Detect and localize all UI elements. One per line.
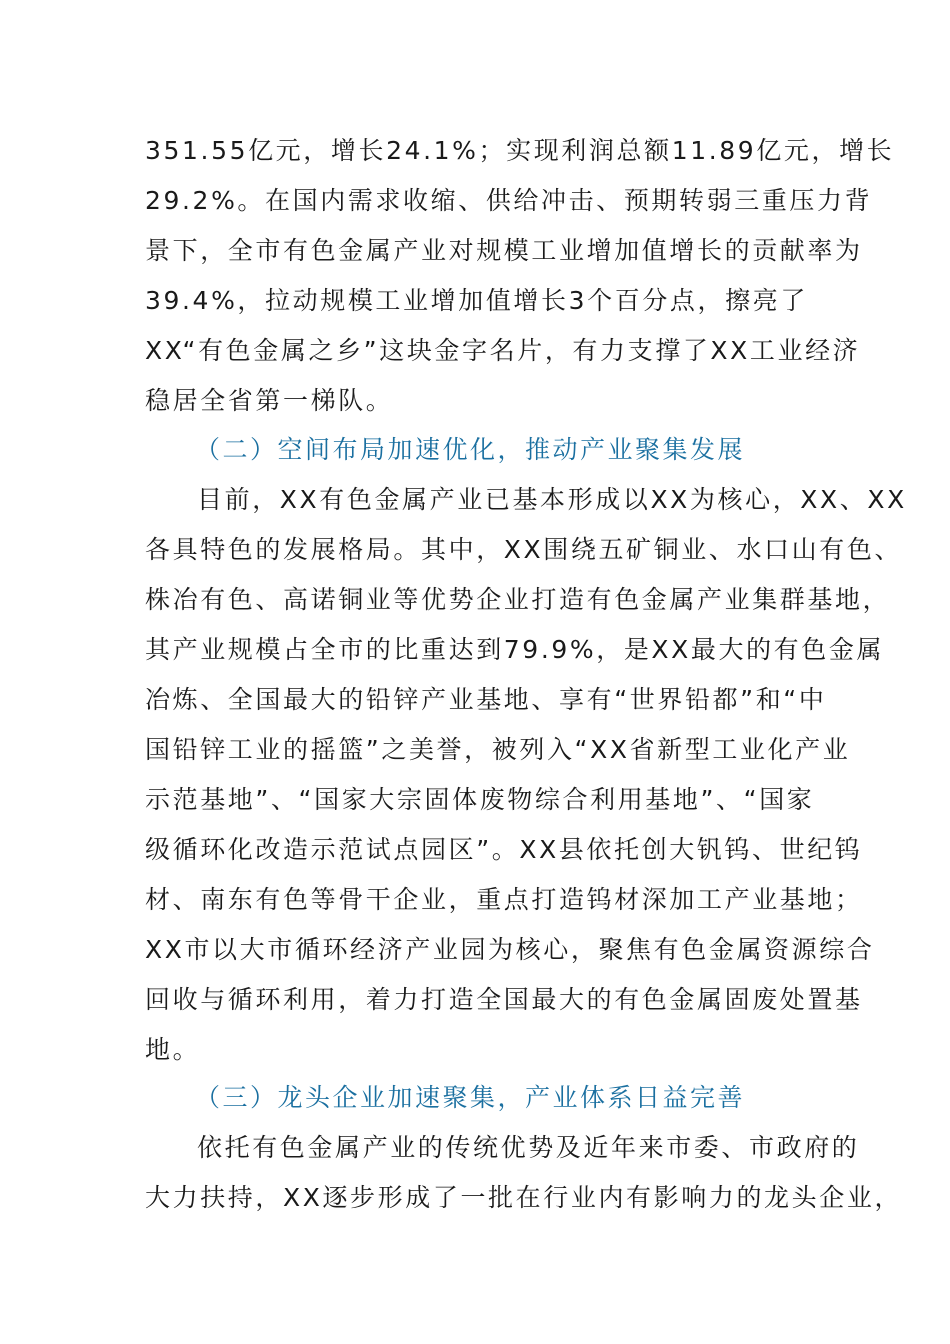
- body-text-line: 351.55亿元，增长24.1%；实现利润总额11.89亿元，增长: [145, 136, 895, 165]
- body-text-line: 29.2%。在国内需求收缩、供给冲击、预期转弱三重压力背: [145, 186, 873, 215]
- body-text-line: 材、南东有色等骨干企业，重点打造钨材深加工产业基地；: [145, 885, 863, 914]
- body-text-line: 冶炼、全国最大的铅锌产业基地、享有“世界铅都”和“中: [145, 685, 827, 714]
- body-text-line: 39.4%，拉动规模工业增加值增长3个百分点，擦亮了: [145, 286, 808, 315]
- body-text-line: 稳居全省第一梯队。: [145, 386, 394, 415]
- body-text-line: 目前，XX有色金属产业已基本形成以XX为核心，XX、XX: [197, 485, 907, 514]
- body-text-line: 其产业规模占全市的比重达到79.9%，是XX最大的有色金属: [145, 635, 885, 664]
- body-text-line: 国铅锌工业的摇篮”之美誉，被列入“XX省新型工业化产业: [145, 735, 851, 764]
- body-text-line: XX市以大市循环经济产业园为核心，聚焦有色金属资源综合: [145, 935, 875, 964]
- body-text-line: 大力扶持，XX逐步形成了一批在行业内有影响力的龙头企业，: [145, 1183, 903, 1212]
- body-text-line: 各具特色的发展格局。其中，XX围绕五矿铜业、水口山有色、: [145, 535, 903, 564]
- body-text-line: 景下，全市有色金属产业对规模工业增加值增长的贡献率为: [145, 236, 863, 265]
- body-text-line: 回收与循环利用，着力打造全国最大的有色金属固废处置基: [145, 985, 863, 1014]
- section-heading-2: （二）空间布局加速优化，推动产业聚集发展: [195, 435, 746, 464]
- body-text-line: 依托有色金属产业的传统优势及近年来市委、市政府的: [197, 1133, 860, 1162]
- section-heading-3: （三）龙头企业加速聚集，产业体系日益完善: [195, 1083, 746, 1112]
- body-text-line: 示范基地”、“国家大宗固体废物综合利用基地”、“国家: [145, 785, 815, 814]
- body-text-line: 地。: [145, 1035, 201, 1064]
- body-text-line: 级循环化改造示范试点园区”。XX县依托创大钒钨、世纪钨: [145, 835, 863, 864]
- body-text-line: 株冶有色、高诺铜业等优势企业打造有色金属产业集群基地，: [145, 585, 891, 614]
- body-text-line: XX“有色金属之乡”这块金字名片，有力支撑了XX工业经济: [145, 336, 861, 365]
